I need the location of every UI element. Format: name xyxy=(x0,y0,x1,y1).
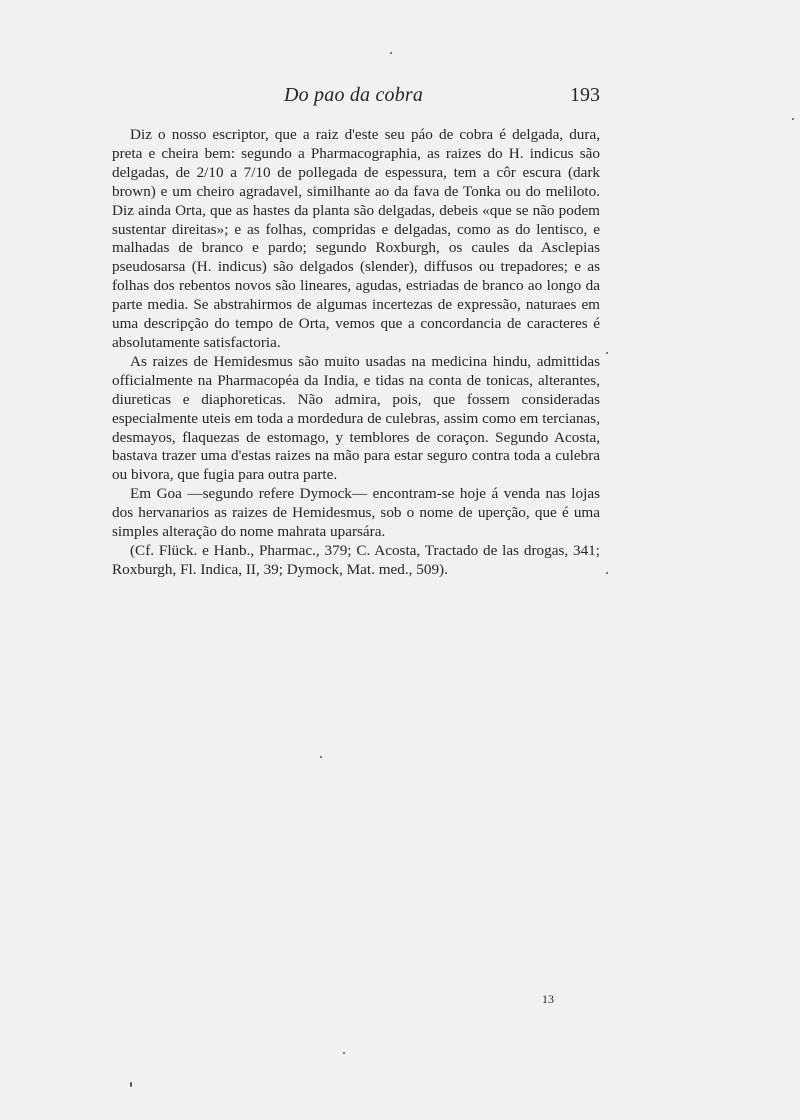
paper-speck xyxy=(343,1052,345,1054)
paper-speck xyxy=(320,756,322,758)
paper-speck xyxy=(606,352,608,354)
paper-speck xyxy=(130,1082,132,1087)
running-header xyxy=(112,84,600,114)
paragraph-3: Em Goa —segundo refere Dymock— encontram-se hoje á venda nas lojas dos hervanarios as raizes de Hemidesmus, sob o nome de uperção, que é uma simples alteração do nome mahrata uparsára. xyxy=(112,485,600,541)
running-head-title: Do pao da cobra xyxy=(284,84,424,106)
signature-mark: 13 xyxy=(542,992,554,1006)
paragraph-2: As raizes de Hemidesmus são muito usadas na medicina hindu, admittidas officialmente na Pharmacopéa da India, e tidas na conta de tonicas, alterantes, diureticas e diaphoreticas. Não admira, pois, que fossem consideradas especialmente uteis em toda a mordedura de culebras, assim como em tercianas, desmayos, flaquezas de estomago, y temblores de coraçon. Segundo Acosta, bastava trazer uma d'estas raizes na mão para estar seguro contra toda a culebra ou bivora, que fugia para outra parte. xyxy=(112,352,600,484)
paragraph-4: (Cf. Flück. e Hanb., Pharmac., 379; C. Acosta, Tractado de las drogas, 341; Roxburgh, Fl. Indica, II, 39; Dymock, Mat. med., 509). xyxy=(112,541,600,578)
paper-speck xyxy=(792,118,794,120)
paper-speck xyxy=(390,52,392,54)
paper-speck xyxy=(606,572,608,574)
paragraph-1: Diz o nosso escriptor, que a raiz d'este seu páo de cobra é delgada, dura, preta e cheira bem: segundo a Pharmacographia, as raizes do H. indicus são delgadas, de 2/10 a 7/10 de pollegada de espessura, tem a côr escura (dark brown) e um cheiro agradavel, similhante ao da fava de Tonka ou do meliloto. Diz ainda Orta, que as hastes da planta são delgadas, debeis «que se não podem sustentar direitas»; e as folhas, compridas e delgadas, como as do lentisco, e malhadas de branco e pardo; segundo Roxburgh, os caules da Asclepias pseudosarsa (H. indicus) são delgados (slender), diffusos ou trepadores; e as folhas dos rebentos novos são lineares, agudas, estriadas de branco ao longo da parte media. Se abstrahirmos de algumas incertezas de expressão, naturaes em uma descripção do tempo de Orta, vemos que a concordancia de caracteres é absolutamente satisfactoria. xyxy=(112,126,600,351)
page-number: 193 xyxy=(570,84,600,106)
body-text xyxy=(112,126,600,580)
